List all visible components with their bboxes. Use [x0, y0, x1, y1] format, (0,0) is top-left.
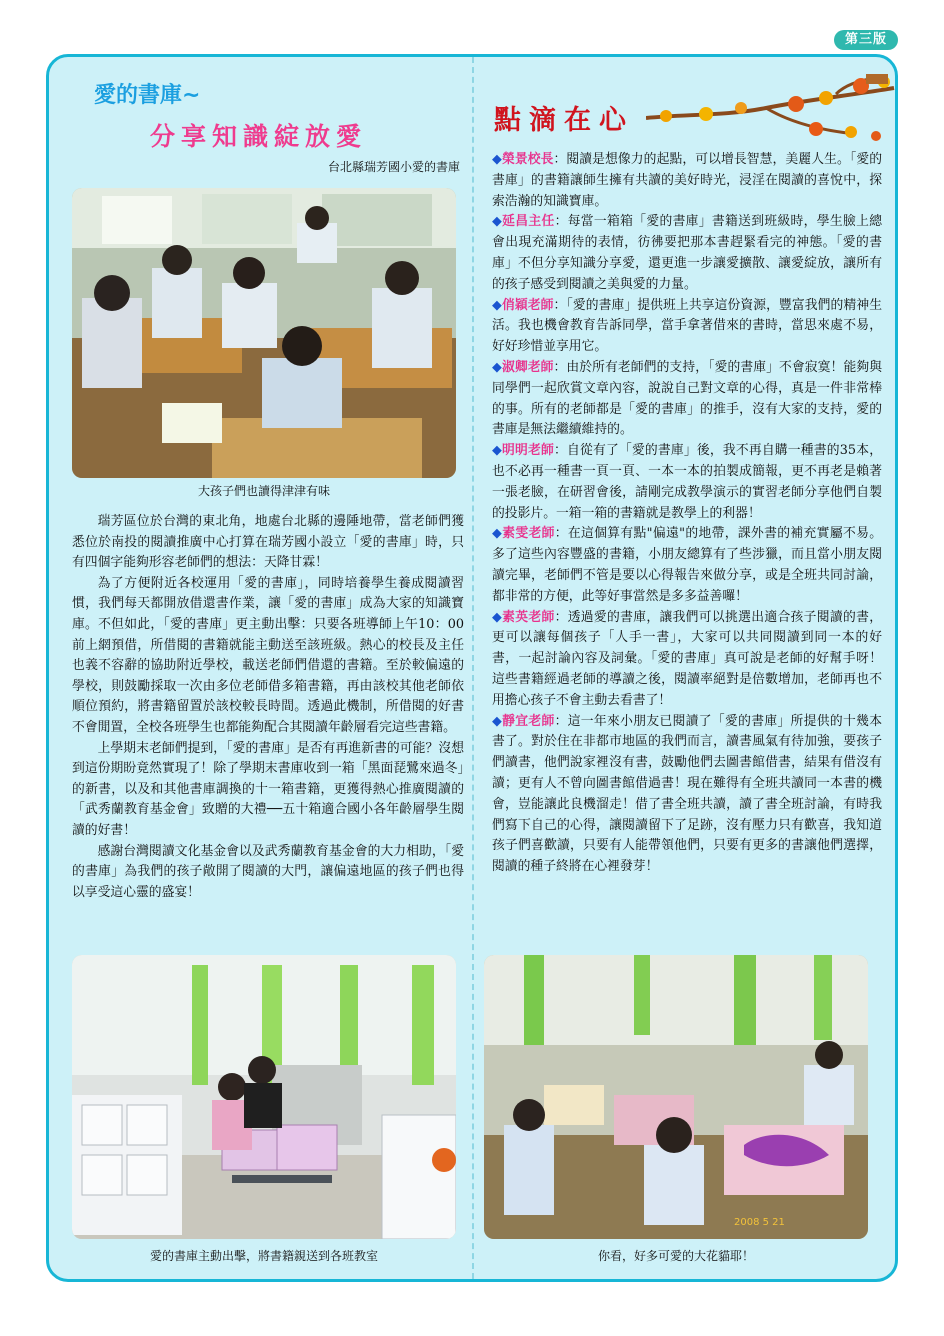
reflection-text: 「愛的書庫」提供班上共享這份資源，豐富我們的精神生活。我也機會教育告訴同學，當手拿著借來的書時，當思來處不易，好好珍惜並享用它。 [492, 297, 883, 355]
reflection-text: 透過愛的書庫，讓我們可以挑選出適合孩子閱讀的書，更可以讓每個孩子「人手一書」，大家可以共同閱讀到同一本的好書，一起討論內容及詞彙。「愛的書庫」真可說是老師的好幫手呀！這些書籍經過老師的導讀之後，閱讀率絕對是倍數增加，老師再也不用擔心孩子不會主動去看書了！ [492, 609, 883, 708]
article-source: 台北縣瑞芳國小愛的書庫 [327, 160, 460, 174]
reflection-item: ◆延昌主任：每當一箱箱「愛的書庫」書籍送到班級時，學生臉上總會出現充滿期待的表情，彷彿要把那本書趕緊看完的神態。「愛的書庫」不但分享知識分享愛，還更進一步讓愛擴散、讓愛綻放，讓所有的孩子感受到閱讀之美與愛的力量。 [492, 214, 883, 292]
diamond-icon: ◆ [492, 443, 503, 459]
column-divider [472, 57, 474, 1279]
article-body [72, 512, 464, 903]
reflection-author: 素英老師 [502, 609, 555, 625]
diamond-icon: ◆ [492, 526, 503, 542]
reflections-title: 點滴在心 [494, 105, 634, 136]
reflection-author: 明明老師 [502, 443, 554, 459]
diamond-icon: ◆ [492, 609, 503, 625]
reflection-text: 自從有了「愛的書庫」後，我不再自購一種書的35本，也不必再一種書一頁一頁、一本一本的拍製成簡報，更不再老是賴著一張老臉，在研習會後，請剛完成教學演示的實習老師分享他們自製的投影片。一箱一箱的書籍就是教學上的利器！ [492, 443, 883, 521]
reflection-author: 靜宜老師 [502, 713, 555, 729]
diamond-icon: ◆ [492, 214, 503, 230]
reflection-text: 每當一箱箱「愛的書庫」書籍送到班級時，學生臉上總會出現充滿期待的表情，彷彿要把那本書趕緊看完的神態。「愛的書庫」不但分享知識分享愛，還更進一步讓愛擴散、讓愛綻放，讓所有的孩子感受到閱讀之美與愛的力量。 [492, 214, 883, 292]
reflection-author: 素雯老師 [502, 526, 555, 542]
page-number-badge: 第三版 [834, 30, 898, 50]
diamond-icon: ◆ [492, 297, 502, 313]
reflection-item: ◆素英老師：透過愛的書庫，讓我們可以挑選出適合孩子閱讀的書，更可以讓每個孩子「人手一書」，大家可以共同閱讀到同一本的好書，一起討論內容及詞彙。「愛的書庫」真可說是老師的好幫手呀！這些書籍經過老師的導讀之後，閱讀率絕對是倍數增加，老師再也不用擔心孩子不會主動去看書了！ [492, 609, 883, 708]
diamond-icon: ◆ [492, 359, 502, 375]
article-paragraph: 上學期末老師們提到，「愛的書庫」是否有再進新書的可能？沒想到這份期盼竟然實現了！除了學期末書庫收到一箱「黑面琵鷺來過冬」的新書，以及和其他書庫調換的十一箱書籍，更獲得熱心推廣閱讀的「武秀蘭教育基金會」致贈的大禮──五十箱適合國小各年齡層學生閱讀的好書！ [72, 740, 464, 838]
diamond-icon: ◆ [492, 713, 503, 729]
reflection-item: ◆榮景校長：閱讀是想像力的起點，可以增長智慧，美麗人生。「愛的書庫」的書籍讓師生擁有共讀的美好時光，浸淫在閱讀的喜悅中，探索浩瀚的知識寶庫。 [492, 152, 883, 209]
article-paragraph: 瑞芳區位於台灣的東北角，地處台北縣的邊陲地帶，當老師們獲悉位於南投的閱讀推廣中心打算在瑞芳國小設立「愛的書庫」時，只有四個字能夠形容老師們的想法：天降甘霖！ [72, 514, 464, 571]
article-title-line2: 分享知識綻放愛 [150, 122, 368, 151]
photo-classroom-reading [72, 188, 456, 478]
reflection-author: 俏穎老師 [501, 297, 554, 313]
reflection-text: 在這個算有點"偏遠"的地帶，課外書的補充實屬不易。多了這些內容豐盛的書籍，小朋友總算有了些涉獵，而且當小朋友閱讀完畢，老師們不管是要以心得報告來做分享，或是全班共同討論，都非常的方便，此等好事當然是多多益善囉！ [492, 526, 883, 604]
reflection-item: ◆淑卿老師：由於所有老師們的支持，「愛的書庫」不會寂寞！能夠與同學們一起欣賞文章內容，說說自己對文章的心得，真是一件非常棒的事。所有的老師都是「愛的書庫」的推手，沒有大家的支持，愛的書庫是無法繼續維持的。 [492, 359, 883, 438]
reflection-item: ◆靜宜老師：這一年來小朋友已閱讀了「愛的書庫」所提供的十幾本書了。對於住在非都市地區的我們而言，讀書風氣有待加強，要孩子們讀書，他們說家裡沒有書，鼓勵他們去圖書館借書，結果有借沒有讀；更有人不曾向圖書館借過書！現在難得有全班共讀同一本書的機會，豈能讓此良機溜走！借了書全班共讀，讀了書全班討論，有時我們寫下自己的心得，讓閱讀留下了足跡，沒有壓力只有歡喜，我知道孩子們喜歡讀，只要有人能帶領他們，只要有更多的書讓他們選擇，閱讀的種子終將在心裡發芽！ [492, 713, 883, 875]
reflections-list [492, 150, 882, 878]
photo-children-with-books [484, 955, 868, 1239]
reflection-item: ◆素雯老師：在這個算有點"偏遠"的地帶，課外書的補充實屬不易。多了這些內容豐盛的書籍，小朋友總算有了些涉獵，而且當小朋友閱讀完畢，老師們不管是要以心得報告來做分享，或是全班共同討論，都非常的方便，此等好事當然是多多益善囉！ [492, 526, 883, 604]
article-title-line1: 愛的書庫~ [94, 83, 201, 108]
reflection-text: 由於所有老師們的支持，「愛的書庫」不會寂寞！能夠與同學們一起欣賞文章內容，說說自己對文章的心得，真是一件非常棒的事。所有的老師都是「愛的書庫」的推手，沒有大家的支持，愛的書庫是無法繼續維持的。 [492, 359, 883, 438]
photo3-caption: 你看，好多可愛的大花貓耶！ [597, 1249, 754, 1263]
article-paragraph: 為了方便附近各校運用「愛的書庫」，同時培養學生養成閱讀習慣，我們每天都開放借還書作業，讓「愛的書庫」成為大家的知識寶庫。不但如此，「愛的書庫」更主動出擊：只要各班導師上午10：00前上網預借，所借閱的書籍就能主動送至該班級。熱心的校長及主任也義不容辭的協助附近學校，載送老師們借還的書籍。至於較偏遠的學校，則鼓勵採取一次由多位老師借多箱書籍，再由該校其他老師依順位預約，將書籍留置於該校較長時間。透過此機制，所借閱的好書不會閒置，全校各班學生也都能夠配合其閱讀年齡層看完這些書籍。 [72, 575, 464, 735]
reflection-author: 淑卿老師 [501, 359, 554, 375]
reflection-text: 閱讀是想像力的起點，可以增長智慧，美麗人生。「愛的書庫」的書籍讓師生擁有共讀的美好時光，浸淫在閱讀的喜悅中，探索浩瀚的知識寶庫。 [492, 152, 883, 209]
reflection-item: ◆明明老師：自從有了「愛的書庫」後，我不再自購一種書的35本，也不必再一種書一頁一頁、一本一本的拍製成簡報，更不再老是賴著一張老臉，在研習會後，請剛完成教學演示的實習老師分享他們自製的投影片。一箱一箱的書籍就是教學上的利器！ [492, 443, 883, 521]
photo1-caption: 大孩子們也讀得津津有味 [197, 484, 330, 498]
reflection-text: 這一年來小朋友已閱讀了「愛的書庫」所提供的十幾本書了。對於住在非都市地區的我們而言，讀書風氣有待加強，要孩子們讀書，他們說家裡沒有書，鼓勵他們去圖書館借書，結果有借沒有讀；更有人不曾向圖書館借過書！現在難得有全班共讀同一本書的機會，豈能讓此良機溜走！借了書全班共讀，讀了書全班討論，有時我們寫下自己的心得，讓閱讀留下了足跡，沒有壓力只有歡喜，我知道孩子們喜歡讀，只要有人能帶領他們，只要有更多的書讓他們選擇，閱讀的種子終將在心裡發芽！ [492, 713, 883, 875]
flower-branch-decoration [646, 74, 896, 144]
reflection-author: 延昌主任 [502, 214, 555, 230]
reflection-author: 榮景校長 [501, 152, 554, 167]
diamond-icon: ◆ [492, 152, 502, 167]
photo2-caption: 愛的書庫主動出擊，將書籍親送到各班教室 [149, 1249, 378, 1263]
reflection-item: ◆俏穎老師：「愛的書庫」提供班上共享這份資源，豐富我們的精神生活。我也機會教育告訴同學，當手拿著借來的書時，當思來處不易，好好珍惜並享用它。 [492, 297, 883, 355]
photo-book-delivery [72, 955, 456, 1239]
article-paragraph: 感謝台灣閱讀文化基金會以及武秀蘭教育基金會的大力相助，「愛的書庫」為我們的孩子敞開了閱讀的大門，讓偏遠地區的孩子們也得以享受這心靈的盛宴！ [72, 843, 464, 900]
photo-date-stamp: 2008 5 21 [734, 1217, 785, 1228]
